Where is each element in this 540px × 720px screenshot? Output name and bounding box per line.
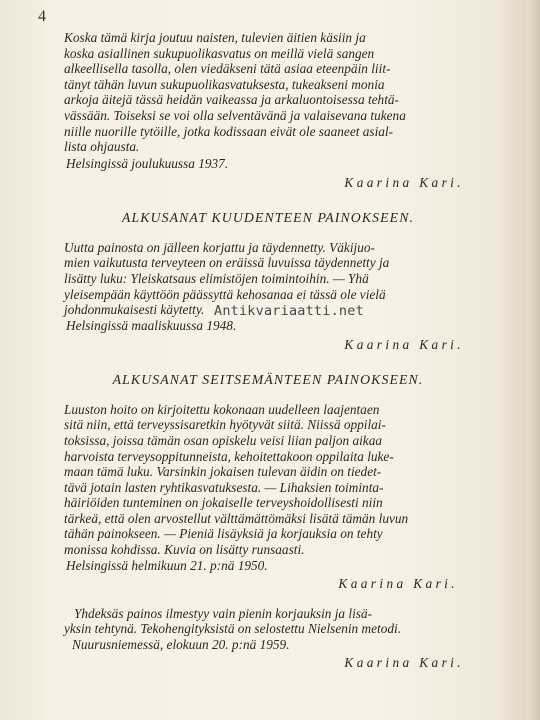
text-line: Luuston hoito on kirjoitettu kokonaan uudelleen laajentaen bbox=[64, 401, 380, 417]
text-line: johdonmukaisesti käytetty. bbox=[64, 302, 205, 318]
text-line: tähän painokseen. — Pieniä lisäyksiä ja korjauksia on tehty bbox=[64, 526, 383, 542]
text-line: Yhdeksäs painos ilmestyy vain pienin korjauksin ja lisä- bbox=[74, 605, 373, 621]
text-line: koska asiallinen sukupuolikasvatus on meillä vielä sangen bbox=[64, 45, 375, 61]
foreword-section bbox=[64, 30, 472, 191]
seventh-edition-section bbox=[64, 372, 472, 592]
text-line: niille nuorille tytöille, jotka kodissaan eivät ole saaneet asial- bbox=[64, 123, 394, 139]
text-line: lisätty luku: Yleiskatsaus elimistöjen toimintoihin. — Yhä bbox=[64, 270, 369, 286]
seventh-edition-paragraph bbox=[64, 402, 472, 558]
page-content bbox=[64, 30, 472, 671]
text-line: sitä niin, että terveyssisaretkin hyötyvät siitä. Niissä oppilai- bbox=[64, 417, 386, 433]
text-line: yleisempään käyttöön päässyttä kehosanaa ei tässä ole vielä bbox=[64, 286, 386, 302]
watermark-text: Antikvariaatti.net bbox=[214, 303, 364, 319]
text-line: yksin tehtynä. Tekohengityksistä on selostettu Nielsenin metodi. bbox=[64, 621, 402, 637]
text-line: lista ohjausta. bbox=[64, 139, 140, 155]
text-line: arkoja äitejä tässä heidän vaikeassa ja arkaluontoisessa tehtä- bbox=[64, 92, 399, 108]
text-line: tärkeä, että olen arvostellut välttämättömäksi lisätä tämän luvun bbox=[64, 510, 409, 526]
text-line: mien vaikutusta terveyteen on eräissä luvuissa täydennetty ja bbox=[64, 255, 390, 271]
page-edge-shadow bbox=[526, 0, 540, 720]
section-heading: ALKUSANAT KUUDENTEEN PAINOKSEEN. bbox=[121, 209, 415, 225]
sixth-edition-section bbox=[64, 210, 472, 353]
signature: Kaarina Kari. bbox=[344, 174, 464, 190]
text-line: häiriöiden tunteminen on jokaiselle terveyshoidollisesti niin bbox=[64, 495, 383, 511]
signature: Kaarina Kari. bbox=[344, 336, 464, 352]
signature: Kaarina Kari. bbox=[338, 575, 458, 591]
text-line: tävä jotain lasten ryhtikasvatuksesta. — Lihaksien toiminta- bbox=[64, 479, 384, 495]
ninth-edition-paragraph bbox=[64, 606, 472, 637]
section-heading: ALKUSANAT SEITSEMÄNTEEN PAINOKSEEN. bbox=[112, 371, 424, 387]
place-date: Nuurusniemessä, elokuun 20. p:nä 1959. bbox=[72, 636, 290, 652]
text-line: vässään. Toiseksi se voi olla selventävänä ja valaisevana tukena bbox=[64, 107, 406, 123]
text-line: toksissa, joissa tämän osan opiskelu veisi liian paljon aikaa bbox=[64, 432, 383, 448]
text-line: monissa kohdissa. Kuvia on lisätty runsaasti. bbox=[64, 542, 305, 558]
place-date: Helsingissä maaliskuussa 1948. bbox=[66, 317, 237, 333]
foreword-paragraph bbox=[64, 30, 472, 155]
place-date: Helsingissä joulukuussa 1937. bbox=[66, 155, 229, 171]
place-date: Helsingissä helmikuun 21. p:nä 1950. bbox=[66, 557, 268, 573]
text-line: alkeellisella tasolla, olen viedäkseni tätä asiaa eteenpäin liit- bbox=[64, 61, 391, 77]
text-line: Uutta painosta on jälleen korjattu ja täydennetty. Väkijuo- bbox=[64, 239, 375, 255]
page-number: 4 bbox=[38, 8, 46, 25]
text-line: harvoista terveysoppitunneista, kehoitettakoon oppilaita luke- bbox=[64, 448, 394, 464]
ninth-edition-section bbox=[64, 606, 472, 671]
signature: Kaarina Kari. bbox=[344, 654, 464, 670]
text-line: tänyt tähän luvun sukupuolikasvatuksesta, tukeakseni monia bbox=[64, 76, 385, 92]
text-line: maan tämä luku. Varsinkin jokaisen tulevan äidin on tiedet- bbox=[64, 464, 382, 480]
text-line: Koska tämä kirja joutuu naisten, tulevien äitien käsiin ja bbox=[64, 30, 366, 45]
